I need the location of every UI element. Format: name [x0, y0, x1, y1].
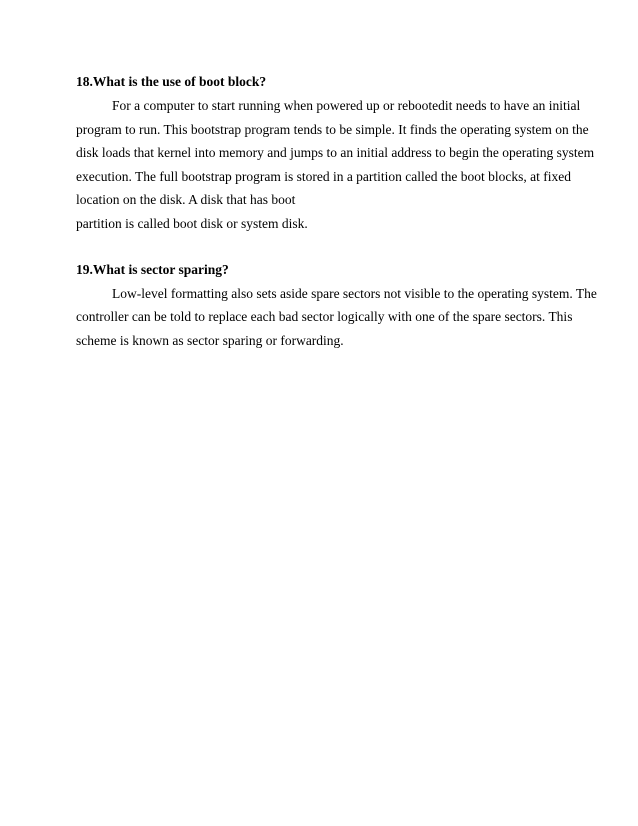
question-section-19: [76, 258, 597, 353]
question-section-18: [76, 70, 595, 236]
paragraph-line: partition is called boot disk or system disk.: [76, 215, 308, 231]
paragraph-line: Low-level formatting also sets aside spare sectors not visible to the operating system. The: [112, 285, 597, 301]
paragraph-line: For a computer to start running when powered up or rebootedit needs to have an initial: [112, 98, 581, 113]
question-heading: 18.What is the use of boot block?: [76, 74, 267, 89]
paragraph-line: scheme is known as sector sparing or forwarding.: [76, 332, 344, 348]
document-content: [76, 70, 597, 352]
paragraph-line: disk loads that kernel into memory and jumps to an initial address to begin the operating system: [76, 145, 595, 161]
question-heading: 19.What is sector sparing?: [76, 261, 229, 277]
section-spacer: [76, 236, 576, 258]
paragraph-line: controller can be told to replace each bad sector logically with one of the spare sectors. This: [76, 309, 573, 325]
paragraph-line: execution. The full bootstrap program is stored in a partition called the boot blocks, at fixed: [76, 168, 571, 184]
paragraph-line: location on the disk. A disk that has boot: [76, 192, 296, 208]
paragraph-line: program to run. This bootstrap program tends to be simple. It finds the operating system on the: [76, 121, 589, 137]
